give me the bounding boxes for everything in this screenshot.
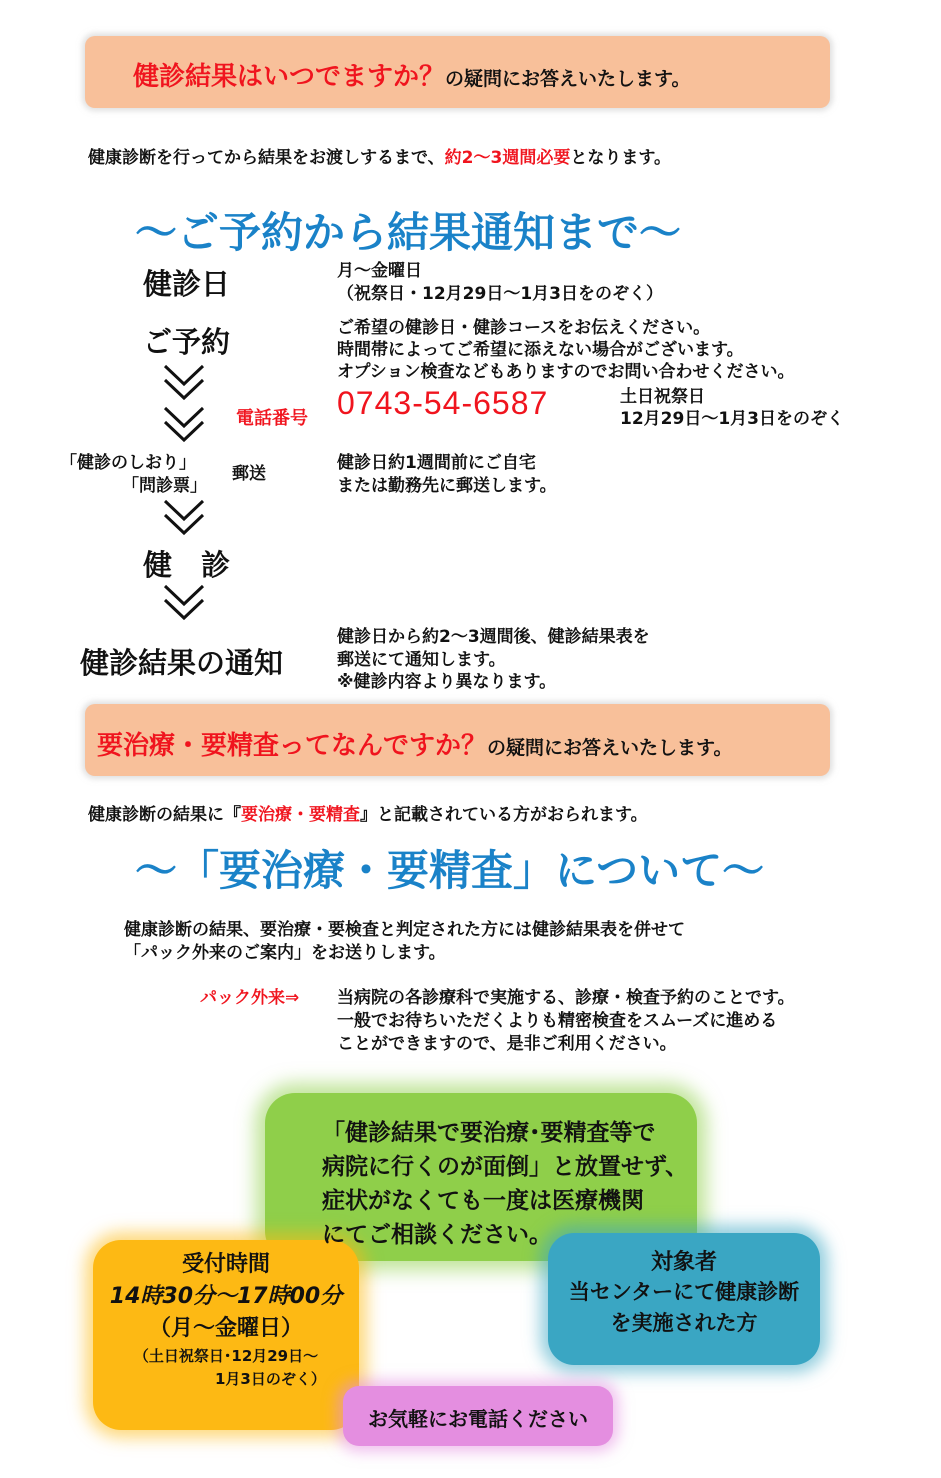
intro-after: 』と記載されている方がおられます。 — [360, 805, 648, 825]
pack-line2: 一般でお待ちいただくよりも精密検査をスムーズに進める — [337, 1011, 778, 1031]
phone-number[interactable]: 0743-54-6587 — [337, 385, 549, 421]
heading-reservation-flow: ～ご予約から結果通知まで～ — [135, 208, 682, 257]
step-tsuchi-line2: 郵送にて通知します。 — [337, 650, 506, 670]
intro-result-time — [88, 148, 671, 169]
pack-line1: 当病院の各診療科で実施する、診療・検査予約のことです。 — [337, 988, 795, 1008]
step-yuso-side: 郵送 — [232, 464, 266, 484]
step-yoyaku-label: ご予約 — [143, 325, 231, 359]
closed-days-line2: 12月29日～1月3日をのぞく — [620, 409, 844, 429]
chevron-down-icon — [162, 362, 206, 446]
orange-time: 14時30分～17時00分 — [109, 1284, 343, 1309]
pink-call-text[interactable]: お気軽にお電話ください — [368, 1407, 588, 1431]
orange-note1: （土日祝祭日･12月29日～ — [133, 1347, 319, 1365]
banner-text — [133, 56, 691, 93]
orange-note2: 1月3日のぞく） — [215, 1370, 326, 1388]
chevron-down-icon — [162, 582, 206, 626]
intro-after: となります。 — [570, 148, 671, 168]
green-line1: 「健診結果で要治療･要精査等で — [322, 1120, 656, 1146]
closed-days-line1: 土日祝祭日 — [620, 387, 705, 407]
step-yoyaku-line3: オプション検査などもありますのでお問い合わせください。 — [337, 362, 795, 382]
step-yuso-line1: 健診日約1週間前にご自宅 — [337, 453, 536, 473]
step-tsuchi-label: 健診結果の通知 — [80, 646, 284, 680]
banner-treatment-question — [85, 704, 830, 776]
teal-line2: を実施された方 — [610, 1311, 758, 1335]
step-tsuchi-line3: ※健診内容より異なります。 — [337, 672, 557, 692]
step-yuso-label2: 「問診票」 — [122, 476, 207, 496]
pack-line3: ことができますので、是非ご利用ください。 — [337, 1034, 677, 1054]
pack-label: パック外来⇒ — [200, 988, 300, 1008]
green-line2: 病院に行くのが面倒」と放置せず、 — [322, 1154, 689, 1180]
desc-line1: 健康診断の結果、要治療・要検査と判定された方には健診結果表を併せて — [124, 920, 685, 940]
banner-rest: の疑問にお答えいたします。 — [487, 737, 733, 759]
chevron-down-icon — [162, 497, 206, 541]
step-yuso-label1: 「健診のしおり」 — [60, 453, 196, 473]
intro-emph: 約2～3週間必要 — [444, 148, 571, 168]
desc-line2: 「パック外来のご案内」をお送りします。 — [124, 943, 446, 963]
step-kenshinbi-line2: （祝祭日・12月29日～1月3日をのぞく） — [337, 284, 663, 304]
intro-before: 健康診断を行ってから結果をお渡しするまで、 — [88, 148, 445, 168]
banner-rest: の疑問にお答えいたします。 — [445, 68, 691, 90]
green-line3: 症状がなくても一度は医療機関 — [322, 1188, 644, 1214]
green-line4: にてご相談ください。 — [322, 1222, 552, 1248]
intro-before: 健康診断の結果に『 — [88, 805, 241, 825]
banner-highlight: 要治療・要精査ってなんですか？ — [97, 731, 488, 761]
step-tsuchi-line1: 健診日から約2～3週間後、健診結果表を — [337, 627, 650, 647]
intro-treatment — [88, 805, 648, 826]
intro-emph: 要治療・要精査 — [241, 805, 360, 825]
step-yoyaku-line2: 時間帯によってご希望に添えない場合がございます。 — [337, 340, 744, 360]
heading-treatment: ～「要治療・要精査」について～ — [135, 846, 765, 895]
phone-label: 電話番号 — [236, 408, 308, 429]
step-kenshin-label: 健 診 — [143, 548, 231, 582]
banner-result-timing — [85, 36, 830, 108]
orange-title: 受付時間 — [181, 1252, 270, 1277]
banner-text — [97, 725, 733, 762]
orange-days: （月～金曜日） — [148, 1316, 303, 1341]
step-yuso-line2: または勤務先に郵送します。 — [337, 476, 557, 496]
step-kenshinbi-line1: 月～金曜日 — [337, 261, 422, 281]
teal-line1: 当センターにて健康診断 — [568, 1280, 800, 1304]
teal-title: 対象者 — [650, 1250, 717, 1275]
step-yoyaku-line1: ご希望の健診日・健診コースをお伝えください。 — [337, 318, 711, 338]
banner-highlight: 健診結果はいつでますか？ — [133, 62, 446, 92]
step-kenshinbi-label: 健診日 — [143, 267, 231, 301]
